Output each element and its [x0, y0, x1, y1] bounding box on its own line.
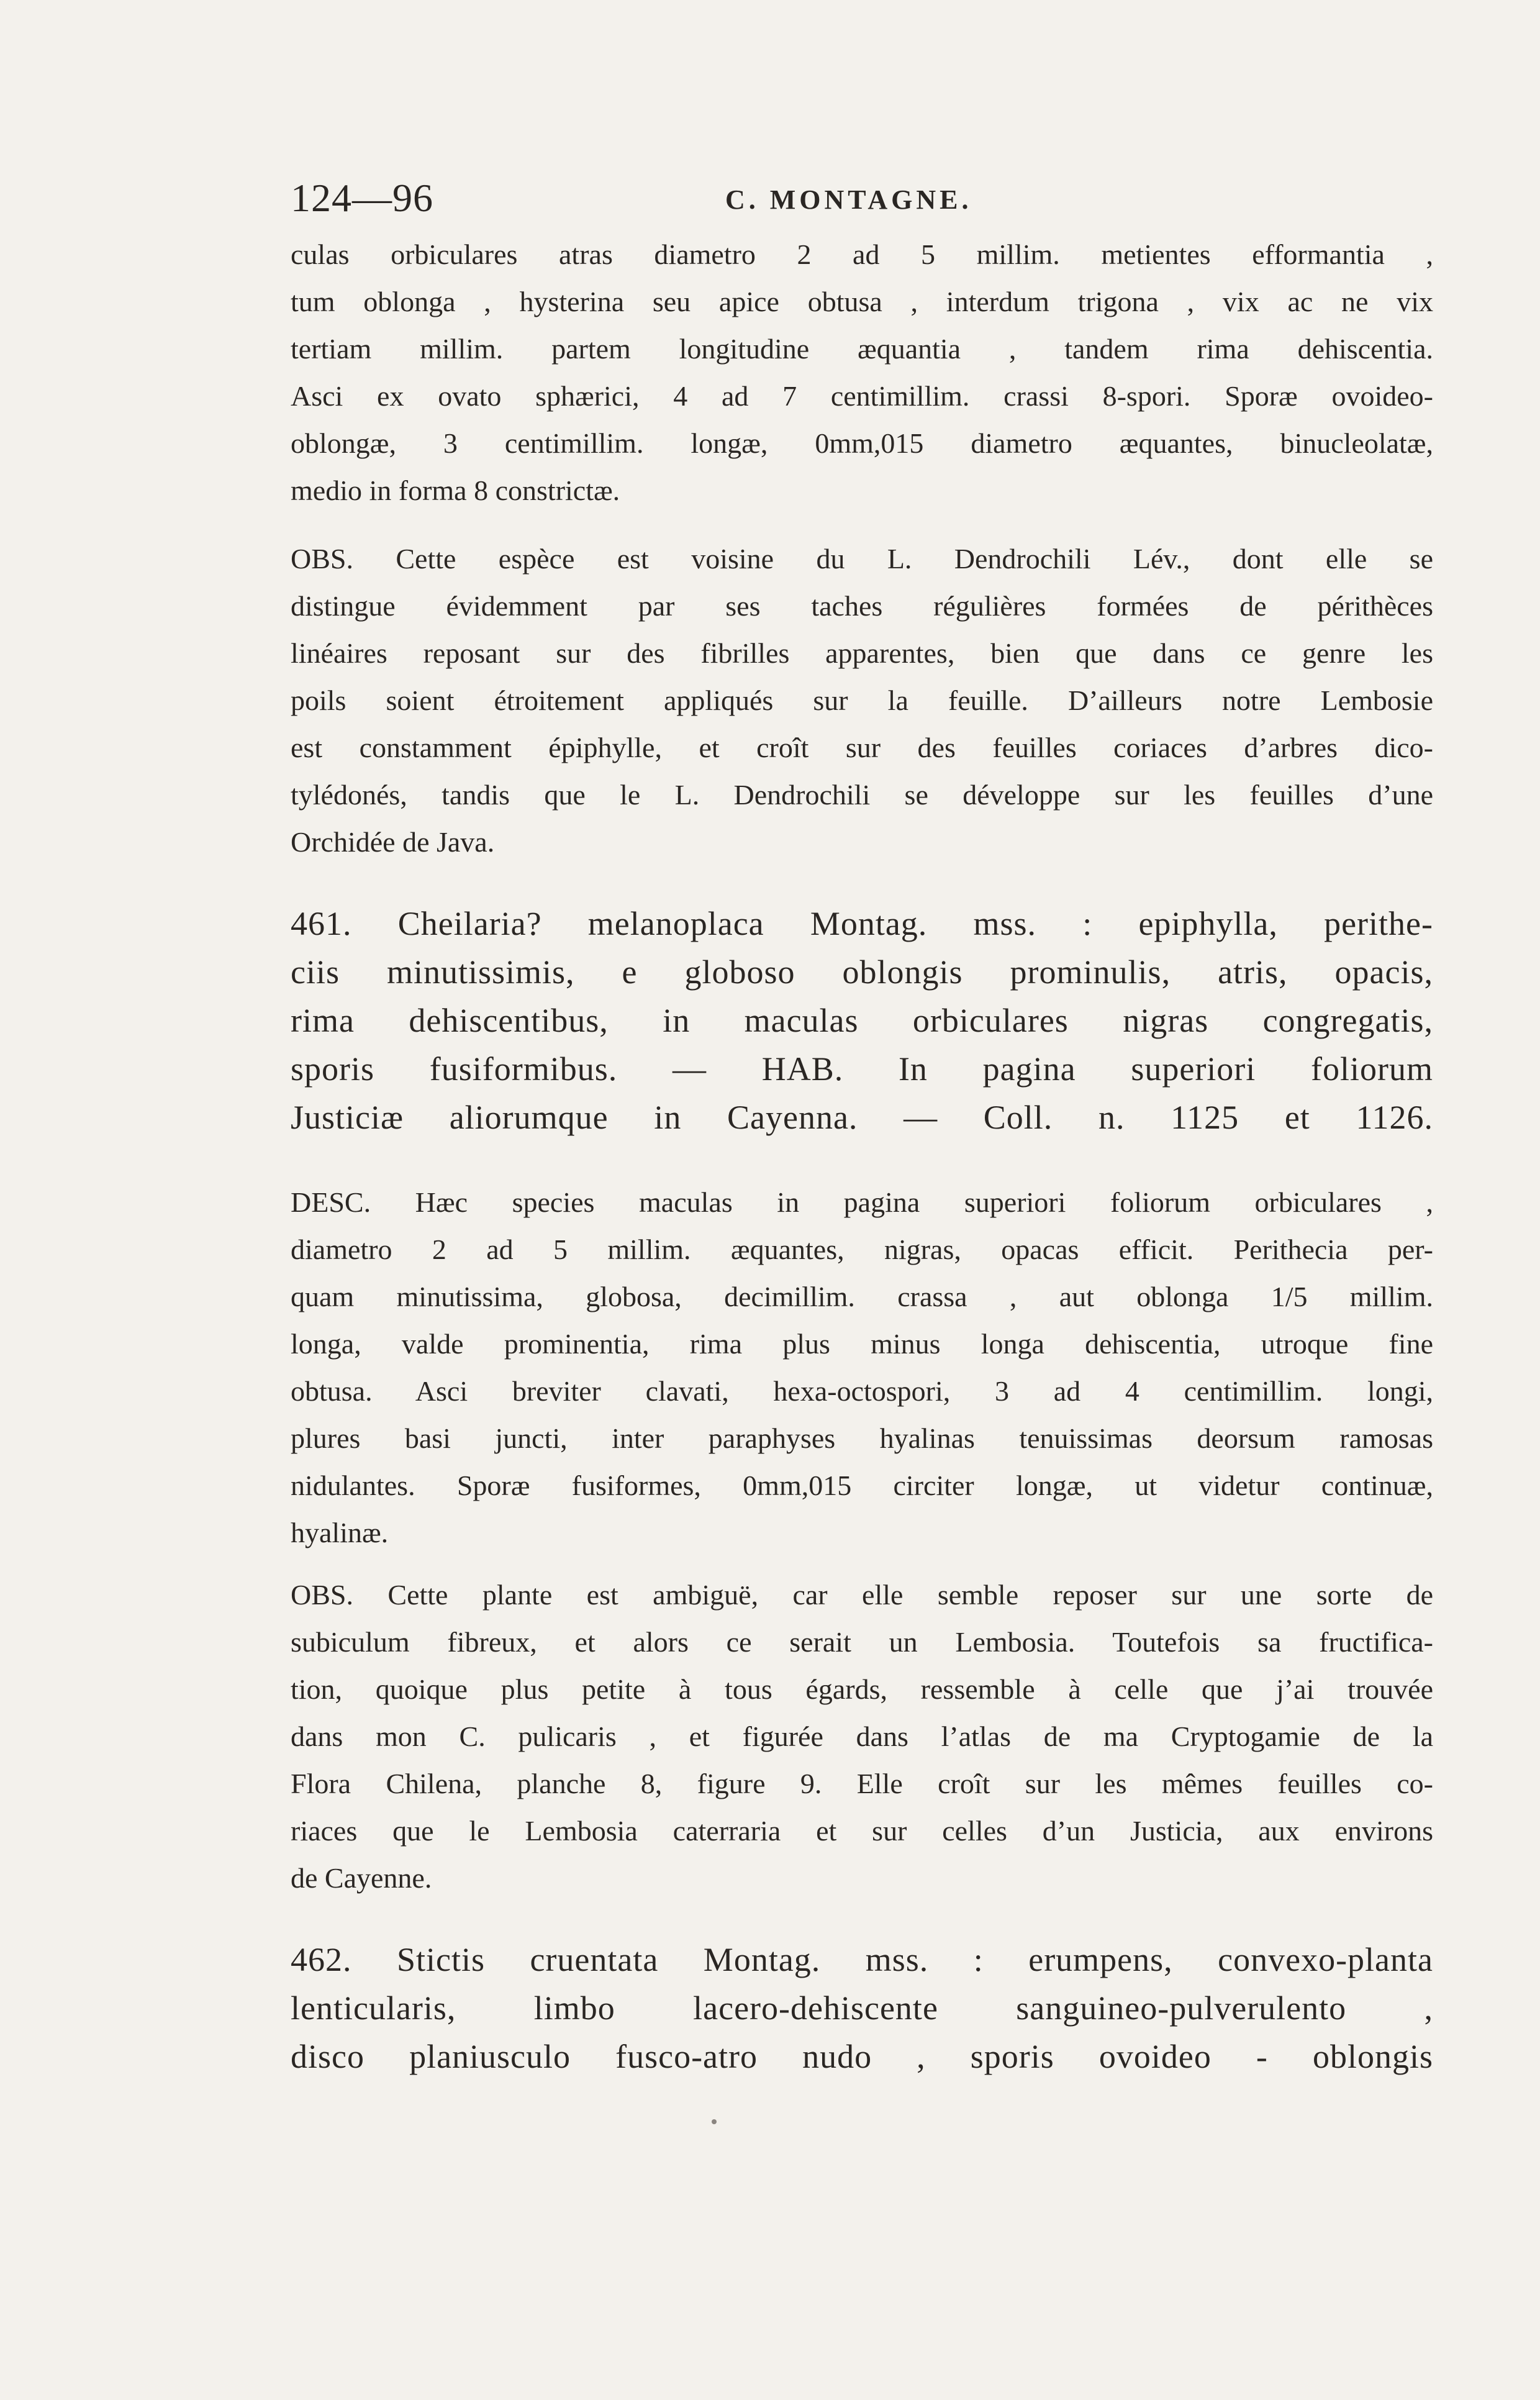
observation-paragraph-1 — [291, 535, 1433, 866]
species-entry-461 — [291, 899, 1433, 1142]
running-title: C. MONTAGNE. — [725, 184, 972, 215]
text-line: poils soient étroitement appliqués sur la feuille. D’ailleurs notre Lembosie — [291, 684, 1433, 716]
text-line: disco planiusculo fusco-atro nudo , sporis ovoideo - oblongis — [291, 2038, 1433, 2075]
text-line: DESC. Hæc species maculas in pagina superiori foliorum orbiculares , — [291, 1186, 1433, 1218]
page-header — [291, 175, 1297, 225]
text-line: oblongæ, 3 centimillim. longæ, 0mm,015 diametro æquantes, binucleolatæ, — [291, 427, 1433, 459]
text-line: de Cayenne. — [291, 1862, 432, 1894]
text-line: culas orbiculares atras diametro 2 ad 5 millim. metientes efformantia , — [291, 239, 1433, 270]
text-line: rima dehiscentibus, in maculas orbiculares nigras congregatis, — [291, 1002, 1433, 1039]
text-line: 462. Stictis cruentata Montag. mss. : erumpens, convexo-planta — [291, 1941, 1433, 1978]
text-line: tylédonés, tandis que le L. Dendrochili se développe sur les feuilles d’une — [291, 779, 1433, 811]
text-line: ciis minutissimis, e globoso oblongis prominulis, atris, opacis, — [291, 953, 1433, 991]
text-line: Asci ex ovato sphærici, 4 ad 7 centimillim. crassi 8-spori. Sporæ ovoideo- — [291, 380, 1433, 412]
text-line: diametro 2 ad 5 millim. æquantes, nigras, opacas efficit. Perithecia per- — [291, 1234, 1433, 1265]
text-line: lenticularis, limbo lacero-dehiscente sanguineo-pulverulento , — [291, 1989, 1433, 2027]
text-line: linéaires reposant sur des fibrilles apparentes, bien que dans ce genre les — [291, 637, 1433, 669]
text-line: OBS. Cette espèce est voisine du L. Dendrochili Lév., dont elle se — [291, 543, 1433, 575]
text-line: tum oblonga , hysterina seu apice obtusa , interdum trigona , vix ac ne vix — [291, 286, 1433, 317]
ink-speck — [712, 2119, 717, 2124]
text-line: OBS. Cette plante est ambiguë, car elle semble reposer sur une sorte de — [291, 1579, 1433, 1611]
text-line: sporis fusiformibus. — HAB. In pagina superiori foliorum — [291, 1050, 1433, 1088]
text-line: tion, quoique plus petite à tous égards, ressemble à celle que j’ai trouvée — [291, 1673, 1433, 1705]
text-line: tertiam millim. partem longitudine æquantia , tandem rima dehiscentia. — [291, 333, 1433, 365]
text-line: medio in forma 8 constrictæ. — [291, 475, 620, 506]
text-line: obtusa. Asci breviter clavati, hexa-octospori, 3 ad 4 centimillim. longi, — [291, 1375, 1433, 1407]
text-line: Justiciæ aliorumque in Cayenna. — Coll. n. 1125 et 1126. — [291, 1099, 1433, 1136]
text-line: dans mon C. pulicaris , et figurée dans l’atlas de ma Cryptogamie de la — [291, 1720, 1433, 1752]
species-entry-462 — [291, 1935, 1433, 2081]
text-line: hyalinæ. — [291, 1517, 389, 1548]
page-number: 124—96 — [291, 176, 433, 220]
latin-description-continued — [291, 231, 1433, 514]
text-line: subiculum fibreux, et alors ce serait un Lembosia. Toutefois sa fructifica- — [291, 1626, 1433, 1658]
text-line: est constamment épiphylle, et croît sur des feuilles coriaces d’arbres dico- — [291, 732, 1433, 763]
description-461 — [291, 1179, 1433, 1557]
text-line: riaces que le Lembosia caterraria et sur celles d’un Justicia, aux environs — [291, 1815, 1433, 1847]
text-line: Flora Chilena, planche 8, figure 9. Elle croît sur les mêmes feuilles co- — [291, 1768, 1433, 1799]
text-line: plures basi juncti, inter paraphyses hyalinas tenuissimas deorsum ramosas — [291, 1422, 1433, 1454]
text-line: Orchidée de Java. — [291, 826, 495, 858]
text-line: quam minutissima, globosa, decimillim. crassa , aut oblonga 1/5 millim. — [291, 1281, 1433, 1312]
observation-paragraph-461 — [291, 1571, 1433, 1902]
text-line: 461. Cheilaria? melanoplaca Montag. mss. : epiphylla, perithe- — [291, 905, 1433, 942]
text-line: longa, valde prominentia, rima plus minus longa dehiscentia, utroque fine — [291, 1328, 1433, 1360]
text-line: nidulantes. Sporæ fusiformes, 0mm,015 circiter longæ, ut videtur continuæ, — [291, 1470, 1433, 1501]
text-line: distingue évidemment par ses taches régulières formées de périthèces — [291, 590, 1433, 622]
